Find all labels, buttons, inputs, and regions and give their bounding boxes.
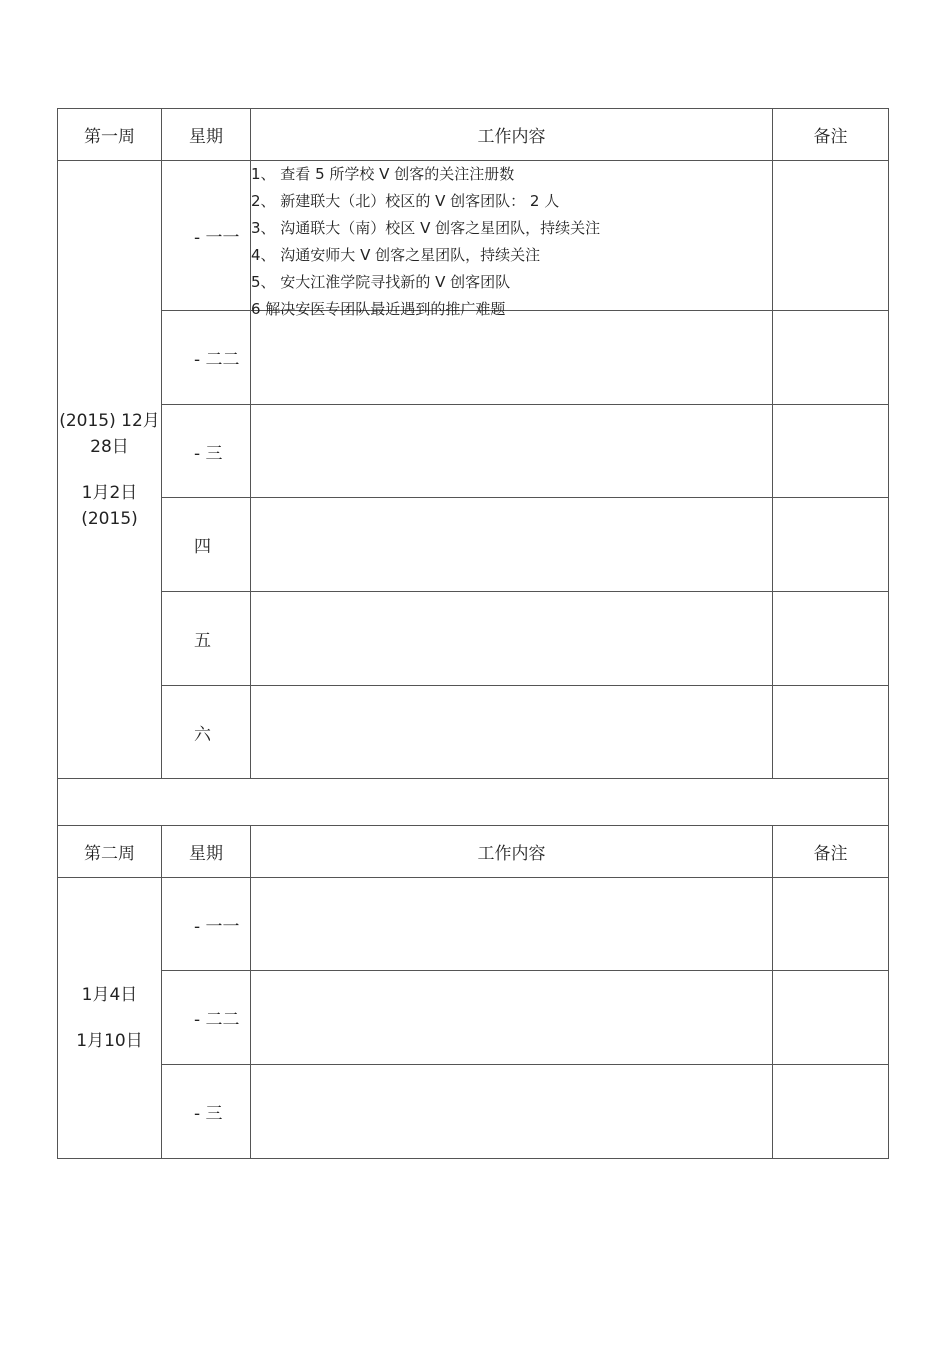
week1-content-fri [251, 592, 773, 686]
week1-row-mon [58, 161, 889, 311]
week2-day-mon: - 一一 [162, 878, 251, 971]
week2-content-header: 工作内容 [251, 826, 773, 878]
task-item: 3、 沟通联大（南）校区 V 创客之星团队，持续关注 [251, 219, 601, 237]
week1-weekday-header: 星期 [162, 109, 251, 161]
week1-content-header: 工作内容 [251, 109, 773, 161]
week-spacer-row [58, 779, 889, 826]
week1-note-tue [773, 311, 889, 405]
week1-date-line-3: 1月2日 [81, 482, 138, 503]
week2-row-wed [58, 1065, 889, 1159]
week2-header-row [58, 826, 889, 878]
week1-row-fri [58, 592, 889, 686]
week1-label: 第一周 [58, 109, 162, 161]
week1-day-tue: - 二二 [162, 311, 251, 405]
week1-task-list [251, 161, 600, 323]
week1-content-tue [251, 311, 773, 405]
task-item: 4、 沟通安师大 V 创客之星团队，持续关注 [251, 246, 541, 264]
week1-day-mon: - 一一 [162, 161, 251, 311]
week1-note-mon [773, 161, 889, 311]
week1-note-header: 备注 [773, 109, 889, 161]
week1-date-line-1: (2015) 12月 [59, 410, 160, 431]
week-spacer [58, 779, 889, 826]
week2-note-mon [773, 878, 889, 971]
schedule-table [57, 108, 889, 1159]
week1-row-thu [58, 498, 889, 592]
week1-date-line-4: (2015) [81, 508, 138, 529]
week1-content-thu [251, 498, 773, 592]
week2-row-tue [58, 971, 889, 1065]
week1-date-line-2: 28日 [90, 436, 129, 457]
week2-content-wed [251, 1065, 773, 1159]
week2-row-mon [58, 878, 889, 971]
week2-day-tue: - 二二 [162, 971, 251, 1065]
week1-day-fri: 五 [162, 592, 251, 686]
week2-note-header: 备注 [773, 826, 889, 878]
week2-content-tue [251, 971, 773, 1065]
week2-note-tue [773, 971, 889, 1065]
week1-day-sat: 六 [162, 686, 251, 779]
week1-day-thu: 四 [162, 498, 251, 592]
week1-date-range [58, 161, 162, 779]
task-item: 2、 新建联大（北）校区的 V 创客团队： 2 人 [251, 192, 560, 210]
task-item: 6 解决安医专团队最近遇到的推广难题 [251, 300, 506, 318]
week1-note-thu [773, 498, 889, 592]
week1-note-wed [773, 405, 889, 498]
week2-date-line-2: 1月10日 [76, 1031, 143, 1051]
task-item: 1、 查看 5 所学校 V 创客的关注注册数 [251, 165, 515, 183]
week2-label: 第二周 [58, 826, 162, 878]
week1-header-row [58, 109, 889, 161]
week1-note-fri [773, 592, 889, 686]
week2-note-wed [773, 1065, 889, 1159]
week2-content-mon [251, 878, 773, 971]
week1-row-wed [58, 405, 889, 498]
week1-content-mon [251, 161, 773, 318]
week1-content-sat [251, 686, 773, 779]
week1-row-sat [58, 686, 889, 779]
week2-weekday-header: 星期 [162, 826, 251, 878]
task-item: 5、 安大江淮学院寻找新的 V 创客团队 [251, 273, 511, 291]
week1-row-tue [58, 311, 889, 405]
week1-day-wed: - 三 [162, 405, 251, 498]
week2-date-range [58, 878, 162, 1159]
week1-content-wed [251, 405, 773, 498]
week2-date-line-1: 1月4日 [81, 985, 138, 1005]
week1-note-sat [773, 686, 889, 779]
week2-day-wed: - 三 [162, 1065, 251, 1159]
